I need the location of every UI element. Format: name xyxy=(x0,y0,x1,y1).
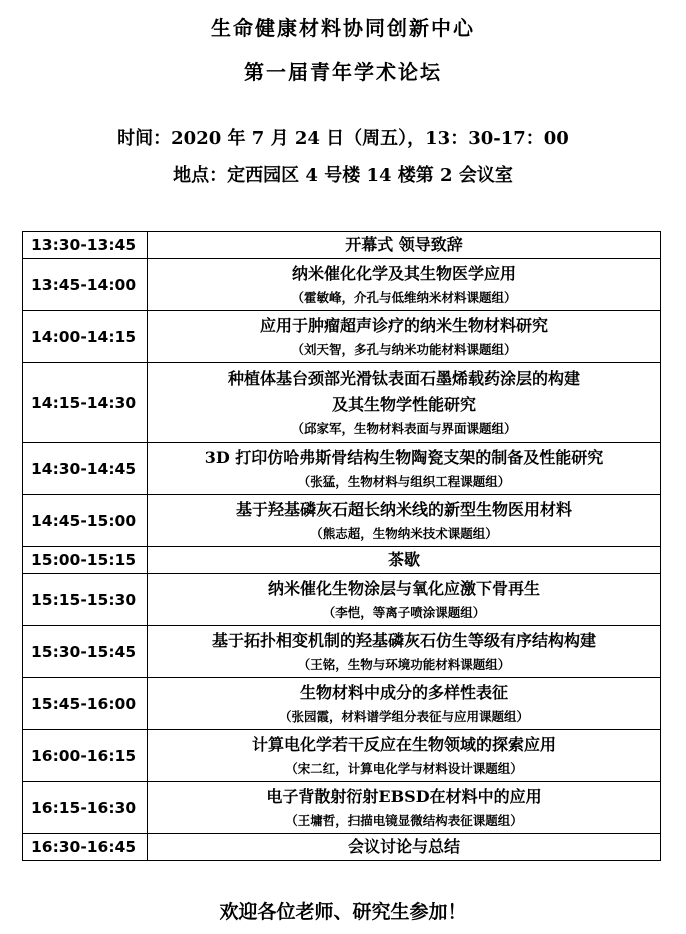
session-presenter: （宋二红，计算电化学与材料设计课题组） xyxy=(285,760,523,776)
session-time: 14:45-15:00 xyxy=(23,495,148,547)
session-topic: 会议讨论与总结 xyxy=(347,837,460,856)
session-time: 16:00-16:15 xyxy=(23,730,148,782)
session-topic: 生物材料中成分的多样性表征 xyxy=(299,682,508,702)
session-content xyxy=(148,443,661,495)
session-time: 15:15-15:30 xyxy=(23,574,148,626)
session-content xyxy=(148,311,661,363)
session-content xyxy=(148,259,661,311)
session-content xyxy=(148,678,661,730)
session-time: 13:45-14:00 xyxy=(23,259,148,311)
session-presenter: （邱家军，生物材料表面与界面课题组） xyxy=(291,420,517,436)
session-time: 16:30-16:45 xyxy=(23,834,148,861)
session-content xyxy=(148,495,661,547)
schedule-row xyxy=(23,834,661,861)
session-presenter: （王铭，生物与环境功能材料课题组） xyxy=(297,656,511,672)
schedule-row xyxy=(23,363,661,443)
session-topic: 基于拓扑相变机制的羟基磷灰石仿生等级有序结构构建 xyxy=(211,630,596,650)
session-topic: 3D 打印仿哈弗斯骨结构生物陶瓷支架的制备及性能研究 xyxy=(204,447,604,467)
session-content xyxy=(148,547,661,574)
welcome-footer: 欢迎各位老师、研究生参加！ xyxy=(219,901,467,923)
session-topic: 纳米催化生物涂层与氧化应激下骨再生 xyxy=(267,578,540,598)
session-content xyxy=(148,232,661,259)
session-topic: 基于羟基磷灰石超长纳米线的新型生物医用材料 xyxy=(235,499,572,519)
session-topic: 开幕式 领导致辞 xyxy=(345,235,463,254)
schedule-row xyxy=(23,547,661,574)
forum-title: 第一届青年学术论坛 xyxy=(244,60,442,84)
schedule-row xyxy=(23,574,661,626)
session-time: 15:45-16:00 xyxy=(23,678,148,730)
schedule-row xyxy=(23,495,661,547)
session-content xyxy=(148,574,661,626)
session-presenter: （霍敏峰，介孔与低维纳米材料课题组） xyxy=(291,289,517,305)
session-time: 15:30-15:45 xyxy=(23,626,148,678)
session-content xyxy=(148,730,661,782)
schedule-row xyxy=(23,730,661,782)
session-presenter: （李恺，等离子喷涂课题组） xyxy=(322,604,486,620)
session-content xyxy=(148,626,661,678)
schedule-row xyxy=(23,626,661,678)
session-topic: 应用于肿瘤超声诊疗的纳米生物材料研究 xyxy=(259,315,548,335)
schedule-row xyxy=(23,443,661,495)
session-presenter: （王墉哲，扫描电镜显微结构表征课题组） xyxy=(285,812,523,828)
schedule-row xyxy=(23,259,661,311)
schedule-table xyxy=(22,231,661,861)
schedule-row xyxy=(23,232,661,259)
schedule-row xyxy=(23,311,661,363)
session-presenter: （刘天智，多孔与纳米功能材料课题组） xyxy=(291,341,517,357)
schedule-row xyxy=(23,678,661,730)
session-presenter: （熊志超，生物纳米技术课题组） xyxy=(310,525,498,541)
schedule-row xyxy=(23,782,661,834)
session-time: 13:30-13:45 xyxy=(23,232,148,259)
session-topic: 计算电化学若干反应在生物领域的探索应用 xyxy=(251,734,556,754)
session-time: 14:15-14:30 xyxy=(23,363,148,443)
session-topic: 电子背散射衍射EBSD在材料中的应用 xyxy=(266,786,542,806)
session-topic: 纳米催化化学及其生物医学应用 xyxy=(291,263,516,283)
session-topic: 及其生物学性能研究 xyxy=(331,394,476,414)
session-presenter: （张园霞，材料谱学组分表征与应用课题组） xyxy=(278,708,529,724)
session-content xyxy=(148,782,661,834)
session-content xyxy=(148,363,661,443)
session-time: 14:30-14:45 xyxy=(23,443,148,495)
session-time: 15:00-15:15 xyxy=(23,547,148,574)
session-topic: 茶歇 xyxy=(387,550,420,569)
session-content xyxy=(148,834,661,861)
session-topic: 种植体基台颈部光滑钛表面石墨烯载药涂层的构建 xyxy=(227,368,580,388)
event-time: 时间：2020 年 7 月 24 日（周五），13：30-17：00 xyxy=(117,128,569,149)
page-title: 生命健康材料协同创新中心 xyxy=(211,16,475,40)
session-presenter: （张猛，生物材料与组织工程课题组） xyxy=(297,473,511,489)
session-time: 16:15-16:30 xyxy=(23,782,148,834)
session-time: 14:00-14:15 xyxy=(23,311,148,363)
event-venue: 地点：定西园区 4 号楼 14 楼第 2 会议室 xyxy=(173,165,513,186)
